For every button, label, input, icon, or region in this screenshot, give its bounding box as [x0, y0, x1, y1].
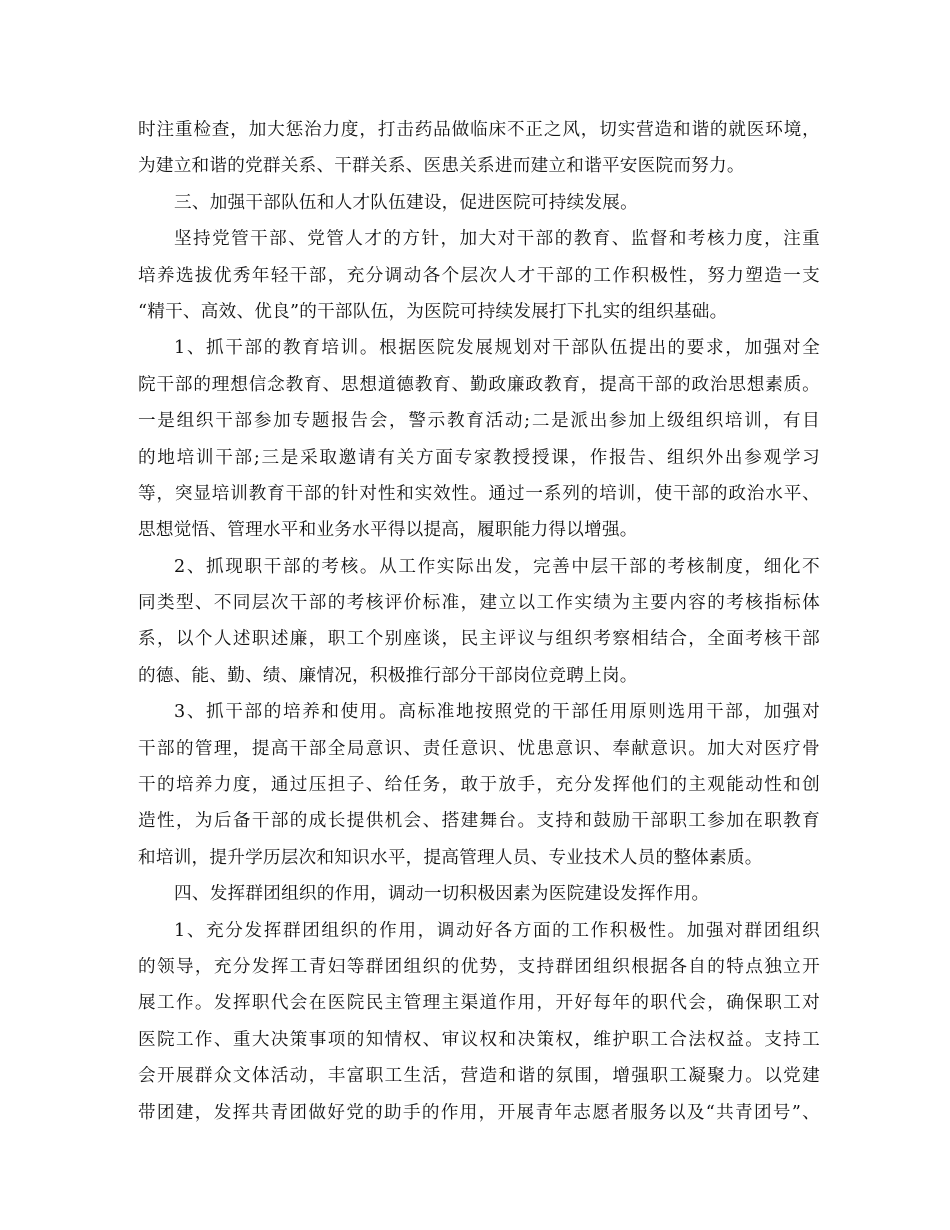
text-line: 的地培训干部;三是采取邀请有关方面专家教授授课，作报告、组织外出参观学习: [138, 447, 820, 468]
paragraph-first-line: 3、抓干部的培养和使用。高标准地按照党的干部任用原则选用干部，加强对: [174, 702, 820, 723]
text-line: 为建立和谐的党群关系、干群关系、医患关系进而建立和谐平安医院而努力。: [138, 156, 745, 177]
text-line: 培养选拔优秀年轻干部，充分调动各个层次人才干部的工作积极性，努力塑造一支: [138, 265, 820, 286]
text-line: 展工作。发挥职代会在医院民主管理主渠道作用，开好每年的职代会，确保职工对: [138, 993, 820, 1014]
paragraph-first-line: 三、加强干部队伍和人才队伍建设，促进医院可持续发展。: [174, 192, 638, 213]
paragraph-first-line: 四、发挥群团组织的作用，调动一切积极因素为医院建设发挥作用。: [174, 884, 710, 905]
text-line: 带团建，发挥共青团做好党的助手的作用，开展青年志愿者服务以及“共青团号”、: [138, 1102, 820, 1123]
paragraph-first-line: 坚持党管干部、党管人才的方针，加大对干部的教育、监督和考核力度，注重: [174, 229, 820, 250]
text-line: 的领导，充分发挥工青妇等群团组织的优势，支持群团组织根据各自的特点独立开: [138, 956, 820, 977]
text-line: 思想觉悟、管理水平和业务水平得以提高，履职能力得以增强。: [138, 520, 638, 541]
text-line: 干的培养力度，通过压担子、给任务，敢于放手，充分发挥他们的主观能动性和创: [138, 775, 820, 796]
text-line: 干部的管理，提高干部全局意识、责任意识、忧患意识、奉献意识。加大对医疗骨: [138, 738, 820, 759]
text-line: 造性，为后备干部的成长提供机会、搭建舞台。支持和鼓励干部职工参加在职教育: [138, 811, 820, 832]
text-line: 同类型、不同层次干部的考核评价标准，建立以工作实绩为主要内容的考核指标体: [138, 593, 820, 614]
paragraph-first-line: 1、抓干部的教育培训。根据医院发展规划对干部队伍提出的要求，加强对全: [174, 338, 820, 359]
text-line: 院干部的理想信念教育、思想道德教育、勤政廉政教育，提高干部的政治思想素质。: [138, 374, 820, 395]
text-line: 等，突显培训教育干部的针对性和实效性。通过一系列的培训，使干部的政治水平、: [138, 483, 820, 504]
text-line: 系，以个人述职述廉，职工个别座谈，民主评议与组织考察相结合，全面考核干部: [138, 629, 820, 650]
text-line: “精干、高效、优良”的干部队伍，为医院可持续发展打下扎实的组织基础。: [138, 301, 728, 322]
document-body: [138, 112, 820, 1131]
paragraph-first-line: 2、抓现职干部的考核。从工作实际出发，完善中层干部的考核制度，细化不: [174, 556, 820, 577]
text-line: 医院工作、重大决策事项的知情权、审议权和决策权，维护职工合法权益。支持工: [138, 1029, 820, 1050]
text-line: 和培训，提升学历层次和知识水平，提高管理人员、专业技术人员的整体素质。: [138, 847, 763, 868]
paragraph-first-line: 1、充分发挥群团组织的作用，调动好各方面的工作积极性。加强对群团组织: [174, 920, 820, 941]
text-line: 一是组织干部参加专题报告会，警示教育活动;二是派出参加上级组织培训，有目: [138, 411, 820, 432]
text-line: 会开展群众文体活动，丰富职工生活，营造和谐的氛围，增强职工凝聚力。以党建: [138, 1066, 820, 1087]
text-line: 的德、能、勤、绩、廉情况，积极推行部分干部岗位竞聘上岗。: [138, 665, 638, 686]
text-line: 时注重检查，加大惩治力度，打击药品做临床不正之风，切实营造和谐的就医环境，: [138, 120, 820, 140]
